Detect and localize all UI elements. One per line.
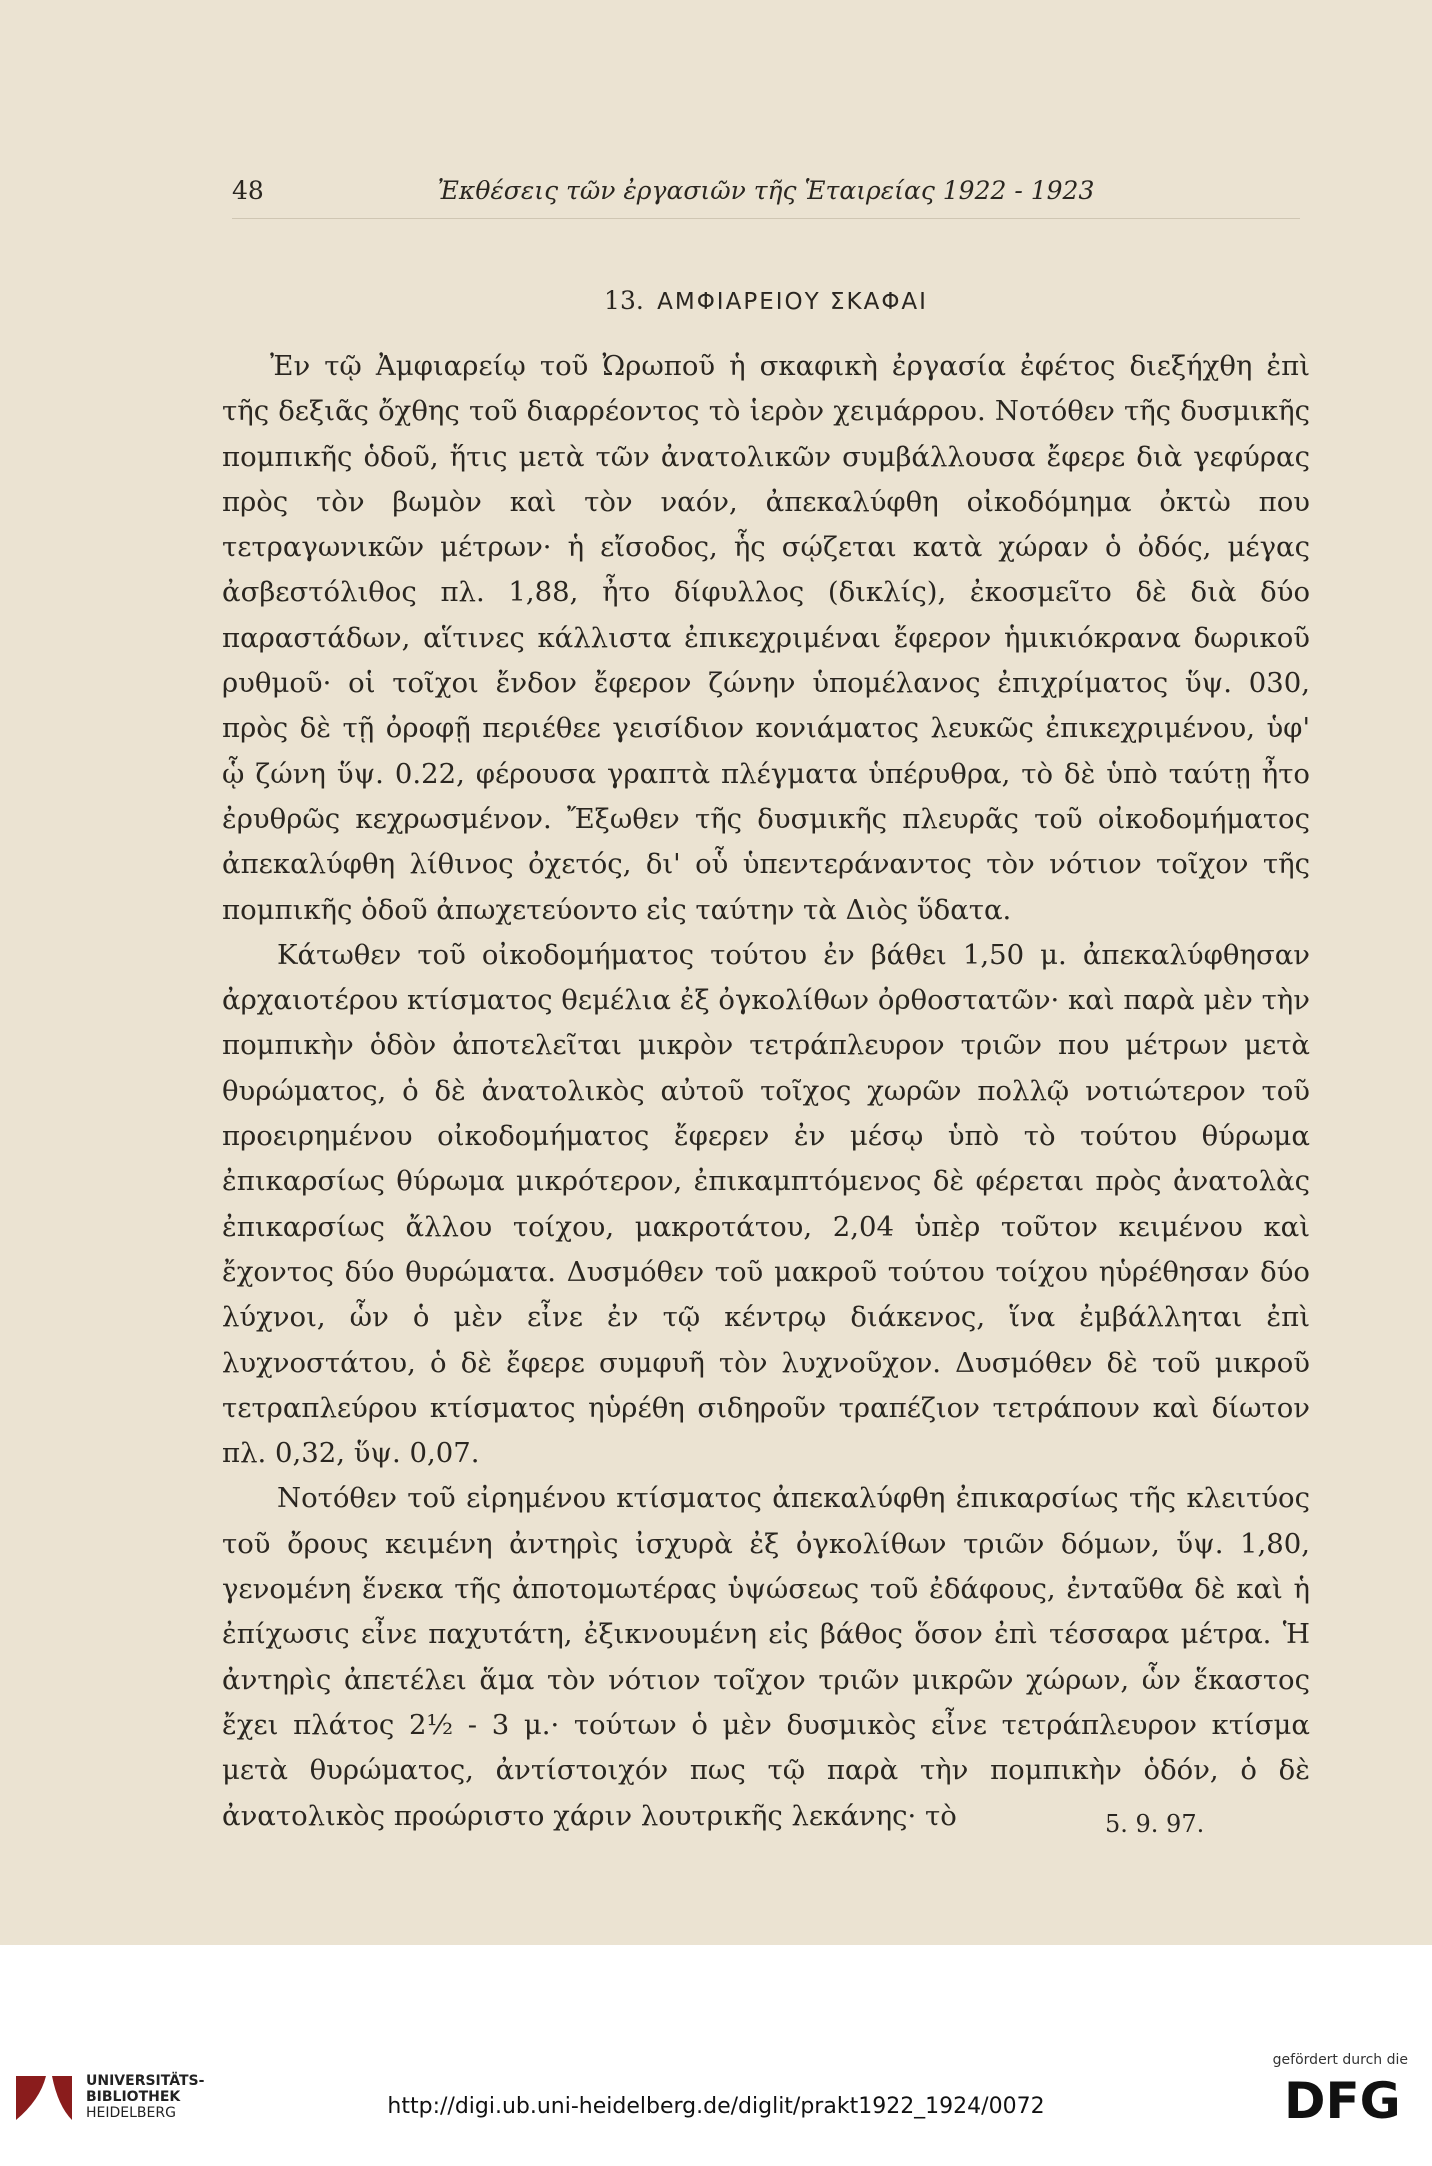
library-name-line: HEIDELBERG: [86, 2105, 176, 2121]
paragraph: Κάτωθεν τοῦ οἰκοδομήματος τούτου ἐν βάθει 1,50 μ. ἀπεκαλύφθησαν ἀρχαιοτέρου κτίσματος θεμέλια ἐξ ὀγκολίθων ὀρθοστατῶν· καὶ παρὰ μὲν τὴν πομπικὴν ὁδὸν ἀποτελεῖται μικρὸν τετράπλευρον τριῶν που μέτρων μετὰ θυρώματος, ὁ δὲ ἀνατολικὸς αὐτοῦ τοῖχος χωρῶν πολλῷ νοτιώτερον τοῦ προειρημένου οἰκοδομήματος ἔφερεν ἐν μέσῳ ὑπὸ τὸ τούτου θύρωμα ἐπικαρσίως θύρωμα μικρότερον, ἐπικαμπτόμενος δὲ φέρεται πρὸς ἀνατολὰς ἐπικαρσίως ἄλλου τοίχου, μακροτάτου, 2,04 ὑπὲρ τοῦτον κειμένου καὶ ἔχοντος δύο θυρώματα. Δυσμόθεν τοῦ μακροῦ τούτου τοίχου ηὑρέθησαν δύο λύχνοι, ὧν ὁ μὲν εἶνε ἐν τῷ κέντρῳ διάκενος, ἵνα ἐμβάλληται ἐπὶ λυχνοστάτου, ὁ δὲ ἔφερε συμφυῆ τὸν λυχνοῦχον. Δυσμόθεν δὲ τοῦ μικροῦ τετραπλεύρου κτίσματος ηὑρέθη σιδηροῦν τραπέζιον τετράπουν καὶ δίωτον πλ. 0,32, ὕψ. 0,07.: [222, 938, 1310, 1470]
page-number: 48: [232, 176, 264, 205]
paragraph: Νοτόθεν τοῦ εἰρημένου κτίσματος ἀπεκαλύφθη ἐπικαρσίως τῆς κλειτύος τοῦ ὄρους κειμένη ἀντηρὶς ἰσχυρὰ ἐξ ὀγκολίθων τριῶν δόμων, ὕψ. 1,80, γενομένη ἕνεκα τῆς ἀποτομωτέρας ὑψώσεως τοῦ ἐδάφους, ἐνταῦθα δὲ καὶ ἡ ἐπίχωσις εἶνε παχυτάτη, ἐξικνουμένη εἰς βάθος ὅσον ἐπὶ τέσσαρα μέτρα. Ἡ ἀντηρὶς ἀπετέλει ἅμα τὸν νότιον τοῖχον τριῶν μικρῶν χώρων, ὧν ἕκαστος ἔχει πλάτος 2½ - 3 μ.· τούτων ὁ μὲν δυσμικὸς εἶνε τετράπλευρον κτίσμα μετὰ θυρώματος, ἀντίστοιχόν πως τῷ παρὰ τὴν πομπικὴν ὁδόν, ὁ δὲ ἀνατολικὸς προώριστο χάριν λουτρικῆς λεκάνης· τὸ: [222, 1482, 1310, 1832]
running-head: Ἐκθέσεις τῶν ἐργασιῶν τῆς Ἑταιρείας 1922 - 1923: [437, 176, 1095, 205]
section-title: ΑΜΦΙΑΡΕΙΟΥ ΣΚΑΦΑΙ: [657, 289, 928, 315]
dfg-logo-icon: [1284, 2074, 1408, 2124]
section-number: 13.: [604, 286, 644, 315]
source-url-link[interactable]: http://digi.ub.uni-heidelberg.de/diglit/prakt1922_1924/0072: [387, 2094, 1045, 2119]
body-text: [222, 344, 1310, 1839]
section-heading: [232, 286, 1300, 315]
page-header: [232, 168, 1300, 208]
signature-mark: 5. 9. 97.: [1105, 1810, 1205, 1838]
funder-caption: gefördert durch die: [1272, 2052, 1408, 2068]
library-name-line: UNIVERSITÄTS-: [86, 2073, 205, 2089]
paragraph: Ἐν τῷ Ἀμφιαρείῳ τοῦ Ὠρωποῦ ἡ σκαφικὴ ἐργασία ἐφέτος διεξήχθη ἐπὶ τῆς δεξιᾶς ὄχθης τοῦ διαρρέοντος τὸ ἱερὸν χειμάρρου. Νοτόθεν τῆς δυσμικῆς πομπικῆς ὁδοῦ, ἥτις μετὰ τῶν ἀνατολικῶν συμβάλλουσα ἔφερε διὰ γεφύρας πρὸς τὸν βωμὸν καὶ τὸν ναόν, ἀπεκαλύφθη οἰκοδόμημα ὀκτὼ που τετραγωνικῶν μέτρων· ἡ εἴσοδος, ἧς σῴζεται κατὰ χώραν ὁ ὀδός, μέγας ἀσβεστόλιθος πλ. 1,88, ἦτο δίφυλλος (δικλίς), ἐκοσμεῖτο δὲ διὰ δύο παραστάδων, αἵτινες κάλλιστα ἐπικεχριμέναι ἔφερον ἡμικιόκρανα δωρικοῦ ρυθμοῦ· οἱ τοῖχοι ἔνδον ἔφερον ζώνην ὑπομέλανος ἐπιχρίματος ὕψ. 030, πρὸς δὲ τῇ ὀροφῇ περιέθεε γεισίδιον κονιάματος λευκῶς ἐπικεχριμένου, ὑφ' ᾧ ζώνη ὕψ. 0.22, φέρουσα γραπτὰ πλέγματα ὑπέρυθρα, τὸ δὲ ὑπὸ ταύτῃ ἦτο ἐρυθρῶς κεχρωσμένον. Ἔξωθεν τῆς δυσμικῆς πλευρᾶς τοῦ οἰκοδομήματος ἀπεκαλύφθη λίθινος ὀχετός, δι' οὗ ὑπεντεράναντος τὸν νότιον τοῖχον τῆς πομπικῆς ὁδοῦ ἀπωχετεύοντο εἰς ταύτην τὰ Διὸς ὕδατα.: [222, 350, 1310, 926]
header-rule: [232, 218, 1300, 219]
funder-name: DFG: [1284, 2074, 1401, 2124]
footer: [0, 1945, 1432, 2166]
library-name-line: BIBLIOTHEK: [86, 2089, 181, 2105]
